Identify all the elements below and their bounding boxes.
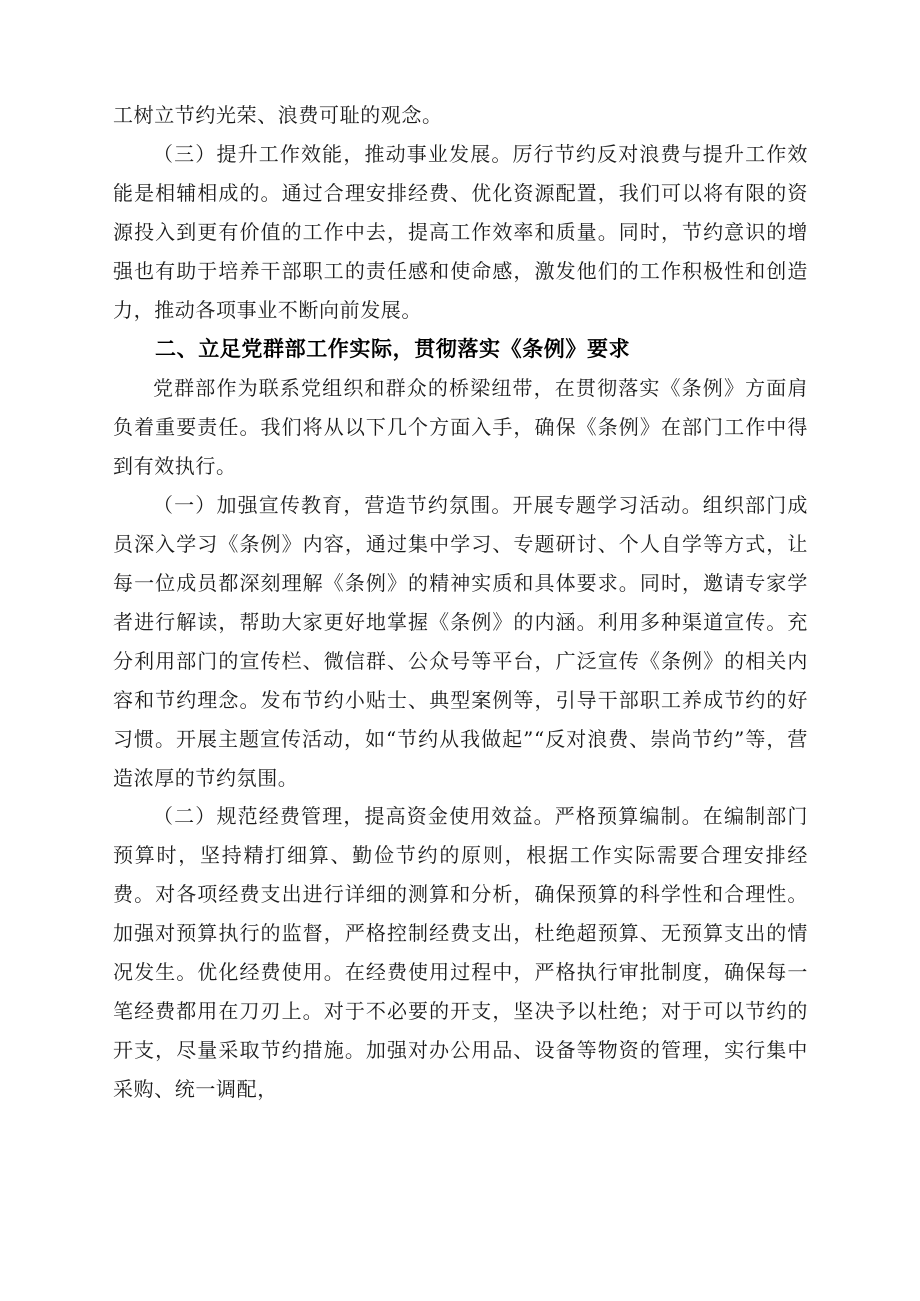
paragraph-publicity-education: （一）加强宣传教育，营造节约氛围。开展专题学习活动。组织部门成员深入学习《条例》内容，通过集中学习、专题研讨、个人自学等方式，让每一位成员都深刻理解《条例》的精神实质和具体要求。同时，邀请专家学者进行解读，帮助大家更好地掌握《条例》的内涵。利用多种渠道宣传。充分利用部门的宣传栏、微信群、公众号等平台，广泛宣传《条例》的相关内容和节约理念。发布节约小贴士、典型案例等，引导干部职工养成节约的好习惯。开展主题宣传活动，如“节约从我做起”“反对浪费、崇尚节约”等，营造浓厚的节约氛围。: [113, 493, 808, 790]
section-heading-two: 二、立足党群部工作实际，贯彻落实《条例》要求: [155, 337, 631, 362]
paragraph-fund-management: （二）规范经费管理，提高资金使用效益。严格预算编制。在编制部门预算时，坚持精打细算、勤俭节约的原则，根据工作实际需要合理安排经费。对各项经费支出进行详细的测算和分析，确保预算的科学性和合理性。加强对预算执行的监督，严格控制经费支出，杜绝超预算、无预算支出的情况发生。优化经费使用。在经费使用过程中，严格执行审批制度，确保每一笔经费都用在刀刃上。对于不必要的开支，坚决予以杜绝；对于可以节约的开支，尽量采取节约措施。加强对办公用品、设备等物资的管理，实行集中采购、统一调配，: [113, 804, 808, 1101]
paragraph-improve-efficiency: （三）提升工作效能，推动事业发展。厉行节约反对浪费与提升工作效能是相辅相成的。通过合理安排经费、优化资源配置，我们可以将有限的资源投入到更有价值的工作中去，提高工作效率和质量。同时，节约意识的增强也有助于培养干部职工的责任感和使命感，激发他们的工作积极性和创造力，推动各项事业不断向前发展。: [113, 141, 808, 322]
document-body: [113, 96, 808, 1109]
paragraph-party-department-intro: 党群部作为联系党组织和群众的桥梁纽带，在贯彻落实《条例》方面肩负着重要责任。我们将从以下几个方面入手，确保《条例》在部门工作中得到有效执行。: [113, 376, 808, 479]
paragraph-continuation: 工树立节约光荣、浪费可耻的观念。: [113, 103, 443, 127]
